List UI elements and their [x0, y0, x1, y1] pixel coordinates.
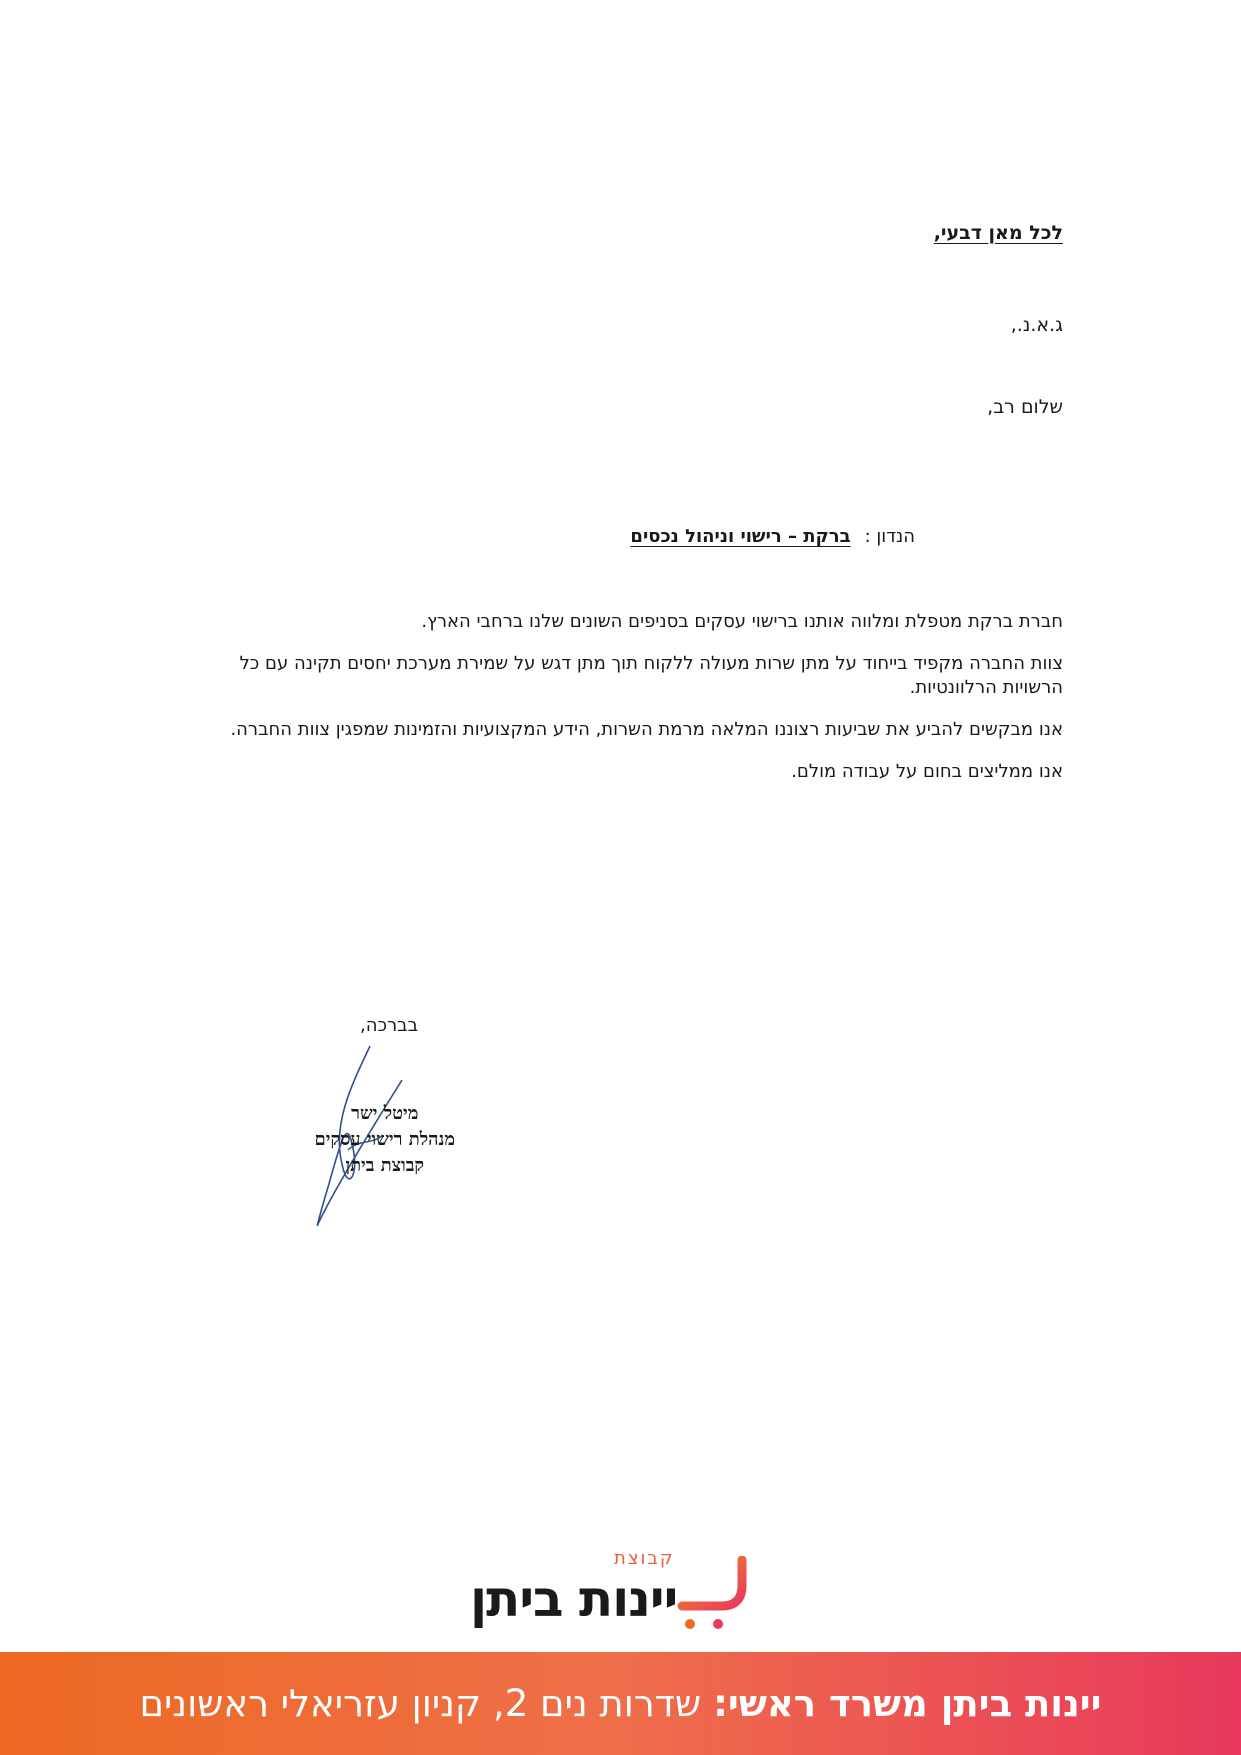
addressee: ג.א.נ.,	[1010, 314, 1063, 336]
logo-small-text: קבוצת	[614, 1548, 675, 1569]
body-paragraph: חברת ברקת מטפלת ומלווה אותנו ברישוי עסקים בסניפים השונים שלנו ברחבי הארץ.	[421, 611, 1063, 632]
footer-address	[139, 1682, 1101, 1725]
cart-logo-icon	[672, 1556, 752, 1632]
subject-label: הנדון :	[864, 526, 915, 547]
subject-text: ברקת – רישוי וניהול נכסים	[630, 526, 851, 547]
signer-company: קבוצת ביתן	[345, 1155, 425, 1176]
subject-line	[630, 526, 915, 547]
signer-name: מיטל ישר	[351, 1103, 419, 1124]
letter-body	[208, 610, 1063, 802]
body-paragraph: צוות החברה מקפיד בייחוד על מתן שרות מעולה ללקוח תוך מתן דגש על שמירת מערכת יחסים תקינה עם כל הרשויות הרלוונטיות.	[239, 653, 1063, 698]
closing: בברכה,	[360, 1015, 418, 1036]
footer-address-text: שדרות נים 2, קניון עזריאלי ראשונים	[139, 1682, 702, 1725]
body-paragraph: אנו ממליצים בחום על עבודה מולם.	[791, 761, 1063, 782]
salutation: לכל מאן דבעי,	[933, 222, 1063, 244]
signer-block	[315, 1101, 455, 1179]
body-paragraph: אנו מבקשים להביע את שביעות רצוננו המלאה מרמת השרות, הידע המקצועיות והזמינות שמפגין צוות החברה.	[230, 719, 1063, 740]
logo-main-text: יינות ביתן	[470, 1570, 678, 1628]
footer-bar	[0, 1652, 1241, 1755]
signer-role: מנהלת רישוי עסקים	[314, 1129, 455, 1150]
greeting: שלום רב,	[987, 396, 1063, 418]
footer-company: יינות ביתן משרד ראשי:	[713, 1682, 1102, 1725]
company-logo	[470, 1548, 770, 1638]
